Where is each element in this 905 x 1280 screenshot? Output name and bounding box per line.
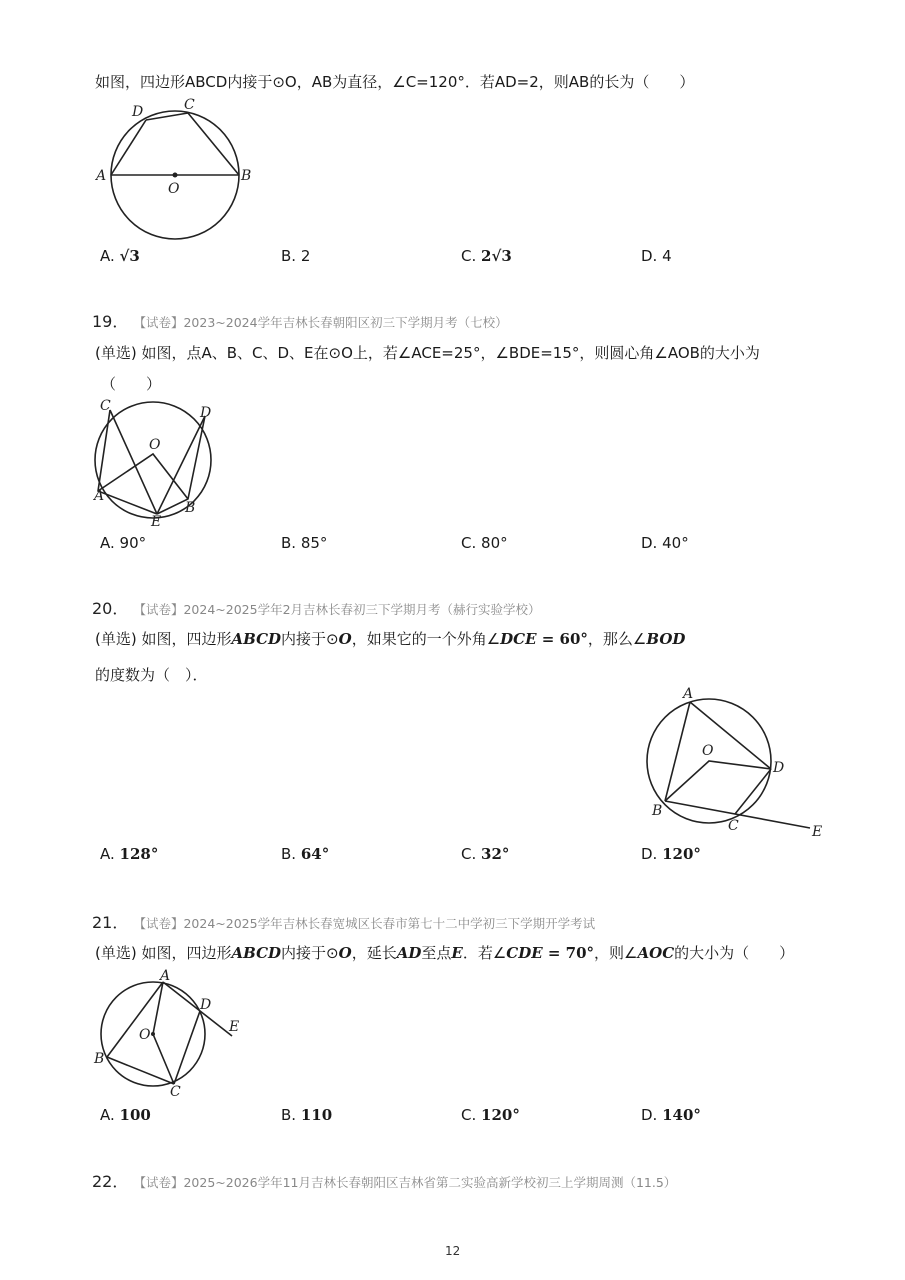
q21-option-c-letter: C.: [461, 1106, 477, 1124]
q21-circle-name: O: [338, 944, 352, 962]
q21-label-a: A: [160, 968, 171, 984]
q21-text-mid1: 内接于⊙: [281, 944, 339, 962]
q19-text-line2: （ ）: [101, 375, 162, 393]
q20-header: [92, 596, 541, 619]
q20-text-mid3: ，那么∠: [587, 630, 647, 648]
q22-source: 【试卷】2025~2026学年11月吉林长春朝阳区吉林省第二实验高新学校初三上学期周测（11.5）: [133, 1175, 677, 1190]
q21-option-c-value: 120°: [481, 1106, 520, 1124]
q21-label-b: B: [94, 1051, 105, 1067]
q19-option-c[interactable]: [461, 534, 508, 552]
q21-option-a[interactable]: [100, 1106, 151, 1124]
q21-seg: AD: [396, 944, 422, 962]
q21-label-c: C: [170, 1084, 181, 1098]
q21-option-b-letter: B.: [281, 1106, 297, 1124]
q20-number: 20．: [92, 599, 129, 618]
q19-option-b-value: 85°: [300, 534, 328, 552]
q18-option-b-letter: B.: [281, 247, 297, 265]
q20-label-b: B: [652, 803, 663, 819]
q20-eq: =: [536, 630, 560, 648]
q21-option-a-letter: A.: [100, 1106, 115, 1124]
q20-option-a-letter: A.: [100, 845, 115, 863]
q21-pt: E: [451, 944, 463, 962]
q20-label-e: E: [812, 824, 823, 840]
q21-quad: ABCD: [231, 944, 282, 962]
q21-option-d-value: 140°: [662, 1106, 701, 1124]
q19-option-d[interactable]: [641, 534, 689, 552]
q19-chord-de: [157, 416, 205, 514]
q20-text-line1: [95, 628, 685, 649]
page-number: 12: [445, 1244, 461, 1258]
q18-text: 如图，四边形ABCD内接于⊙O，AB为直径，∠C=120°．若AD=2，则AB的长为（ ）: [95, 73, 695, 91]
q18-option-a-value: √3: [119, 247, 140, 265]
q20-angle2: BOD: [646, 630, 686, 648]
q18-option-a[interactable]: [100, 247, 140, 265]
q21-text-line1: [95, 942, 794, 963]
q20-option-c-letter: C.: [461, 845, 477, 863]
q21-lines-aoc: [153, 982, 174, 1084]
q18-label-a: A: [96, 168, 107, 184]
q19-number: 19．: [92, 312, 129, 331]
q20-angle1: DCE: [500, 630, 537, 648]
q19-option-c-letter: C.: [461, 534, 477, 552]
q21-figure: [90, 966, 250, 1098]
q21-label-o: O: [139, 1027, 151, 1043]
q20-option-d[interactable]: [641, 845, 701, 863]
q20-text-pre: (单选) 如图，四边形: [95, 630, 232, 648]
q21-option-d-letter: D.: [641, 1106, 658, 1124]
q21-text-pre: (单选) 如图，四边形: [95, 944, 232, 962]
q20-option-b[interactable]: [281, 845, 329, 863]
q20-lines-bod: [665, 761, 771, 801]
q21-option-c[interactable]: [461, 1106, 520, 1124]
q22-number: 22．: [92, 1172, 129, 1191]
q19-text-line1: (单选) 如图，点A、B、C、D、E在⊙O上，若∠ACE=25°，∠BDE=15°，则圆心角∠AOB的大小为: [95, 344, 760, 362]
q21-label-d: D: [200, 997, 212, 1013]
q19-option-c-value: 80°: [481, 534, 508, 552]
q20-text-mid2: ，如果它的一个外角∠: [351, 630, 501, 648]
q19-option-b[interactable]: [281, 534, 327, 552]
q20-option-a[interactable]: [100, 845, 158, 863]
q18-label-b: B: [241, 168, 252, 184]
q21-eq: =: [542, 944, 566, 962]
q18-label-c: C: [184, 97, 195, 113]
q19-label-b: B: [185, 500, 196, 516]
q20-option-c-value: 32°: [481, 845, 510, 863]
q18-option-d[interactable]: [641, 247, 672, 265]
q18-chord-dc: [146, 113, 188, 120]
q19-option-b-letter: B.: [281, 534, 297, 552]
q20-quad: ABCD: [231, 630, 282, 648]
q20-source: 【试卷】2024~2025学年2月吉林长春初三下学期月考（赫行实验学校）: [133, 602, 541, 617]
q20-option-b-letter: B.: [281, 845, 297, 863]
q20-figure: [640, 682, 830, 842]
q19-label-c: C: [100, 398, 111, 414]
q19-option-d-value: 40°: [662, 534, 689, 552]
q18-option-c-letter: C.: [461, 247, 477, 265]
q21-text-mid3: 至点: [421, 944, 452, 962]
q18-chord-ad: [111, 120, 146, 175]
q20-label-a: A: [683, 686, 694, 702]
q18-option-b[interactable]: [281, 247, 310, 265]
q21-option-b-value: 110: [300, 1106, 333, 1124]
q18-option-c[interactable]: [461, 247, 512, 265]
q18-label-d: D: [132, 104, 144, 120]
q18-center-dot: [173, 173, 178, 178]
q21-angle1-val: 70°: [565, 944, 595, 962]
q21-option-d[interactable]: [641, 1106, 701, 1124]
q19-option-a[interactable]: [100, 534, 146, 552]
q18-option-d-letter: D.: [641, 247, 658, 265]
q21-text-mid2: ，延长: [351, 944, 397, 962]
q21-line-ade: [163, 982, 232, 1036]
q20-option-d-letter: D.: [641, 845, 658, 863]
q21-number: 21．: [92, 913, 129, 932]
q21-source: 【试卷】2024~2025学年吉林长春宽城区长春市第七十二中学初三下学期开学考试: [133, 916, 596, 931]
q20-angle1-val: 60°: [559, 630, 588, 648]
q21-text-mid5: ，则∠: [594, 944, 638, 962]
q22-header: [92, 1169, 676, 1192]
q19-figure: [90, 396, 220, 530]
q19-label-d: D: [200, 405, 212, 421]
q20-chord-ab: [665, 702, 690, 801]
q18-label-o: O: [168, 181, 180, 197]
q18-option-d-value: 4: [662, 247, 672, 265]
q20-option-d-value: 120°: [662, 845, 701, 863]
q18-option-c-value: 2√3: [481, 247, 512, 265]
q21-label-e: E: [229, 1019, 240, 1035]
q21-header: [92, 910, 595, 933]
q21-option-b[interactable]: [281, 1106, 332, 1124]
q20-label-d: D: [773, 760, 785, 776]
q19-header: [92, 309, 508, 332]
q20-circle-name: O: [338, 630, 352, 648]
q19-label-o: O: [149, 437, 161, 453]
q18-option-a-letter: A.: [100, 247, 115, 265]
q18-figure: [92, 92, 252, 244]
q19-source: 【试卷】2023~2024学年吉林长春朝阳区初三下学期月考（七校）: [133, 315, 508, 330]
q21-center-dot: [151, 1032, 155, 1036]
q20-option-b-value: 64°: [300, 845, 330, 863]
q21-text-mid4: ．若∠: [462, 944, 507, 962]
q20-text-line2: 的度数为（ ）．: [95, 666, 208, 684]
q20-option-c[interactable]: [461, 845, 509, 863]
q21-angle1: CDE: [506, 944, 543, 962]
q19-label-e: E: [151, 514, 162, 530]
q21-text-end: 的大小为（ ）: [674, 944, 795, 962]
q20-option-a-value: 128°: [119, 845, 159, 863]
q21-chord-ab: [107, 982, 163, 1057]
q20-chord-dc: [735, 769, 771, 814]
q20-label-o: O: [702, 743, 714, 759]
q21-option-a-value: 100: [119, 1106, 151, 1124]
q21-angle2: AOC: [637, 944, 675, 962]
q20-label-c: C: [728, 818, 739, 834]
q19-option-a-value: 90°: [119, 534, 147, 552]
q19-option-a-letter: A.: [100, 534, 115, 552]
q19-label-a: A: [94, 488, 105, 504]
q18-option-b-value: 2: [300, 247, 311, 265]
q20-text-mid1: 内接于⊙: [281, 630, 339, 648]
q19-option-d-letter: D.: [641, 534, 658, 552]
